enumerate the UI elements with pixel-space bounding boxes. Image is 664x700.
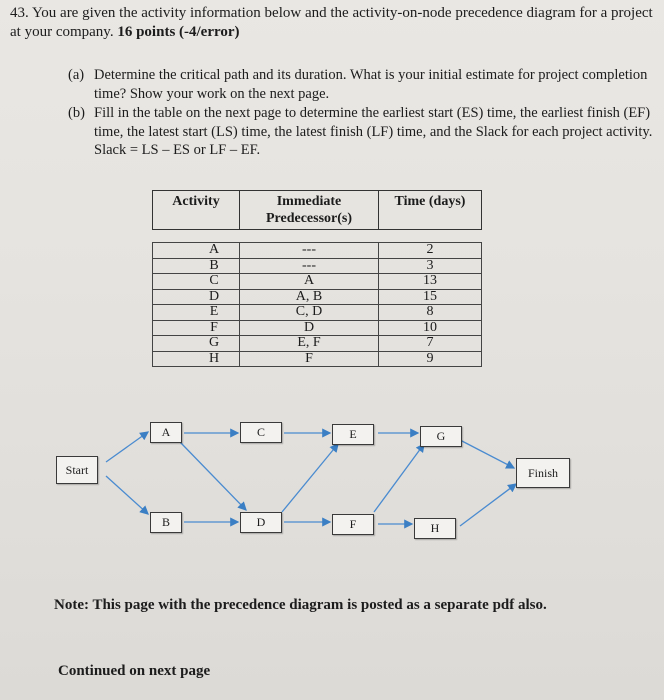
edge-g-finish xyxy=(460,440,514,468)
activity-cell: E xyxy=(153,305,240,321)
note-text: Note: This page with the precedence diagram is posted as a separate pdf also. xyxy=(54,597,547,613)
node-start: Start xyxy=(56,456,98,484)
node-e: E xyxy=(332,424,374,445)
predecessor-cell: D xyxy=(240,320,379,336)
part-text: Determine the critical path and its duration. What is your initial estimate for project completion time? Show your work on the next page. xyxy=(94,67,648,102)
time-cell: 10 xyxy=(379,320,482,336)
question-points: 16 points (-4/error) xyxy=(117,24,240,40)
node-b: B xyxy=(150,512,182,533)
header-activity: Activity xyxy=(153,191,240,230)
node-d: D xyxy=(240,512,282,533)
time-cell: 13 xyxy=(379,274,482,290)
question-number: 43. xyxy=(10,5,29,21)
edge-start-b xyxy=(106,476,148,514)
continued-text: Continued on next page xyxy=(58,663,211,679)
question-intro: You are given the activity information below and the activity-on-node precedence diagram for a project at your company. xyxy=(10,5,653,40)
predecessor-cell: --- xyxy=(240,243,379,259)
predecessor-cell: A xyxy=(240,274,379,290)
activity-cell: B xyxy=(153,258,240,274)
node-a: A xyxy=(150,422,182,443)
predecessor-cell: --- xyxy=(240,258,379,274)
time-cell: 7 xyxy=(379,336,482,352)
node-h: H xyxy=(414,518,456,539)
activity-cell: H xyxy=(153,351,240,367)
activity-cell: A xyxy=(153,243,240,259)
part-label: (a) xyxy=(68,67,85,83)
time-cell: 2 xyxy=(379,243,482,259)
header-time: Time (days) xyxy=(379,191,482,230)
edge-start-a xyxy=(106,432,148,462)
part-text: Fill in the table on the next page to determine the earliest start (ES) time, the earliest finish (EF) time, the latest start (LS) time, the latest finish (LF) time, and the Slack for each project activity. Slack = LS – ES or LF – EF. xyxy=(94,105,653,158)
time-cell: 15 xyxy=(379,289,482,305)
edge-f-g xyxy=(374,444,424,512)
node-c: C xyxy=(240,422,282,443)
activity-cell: G xyxy=(153,336,240,352)
part-label: (b) xyxy=(68,105,85,121)
edge-a-d xyxy=(180,442,246,510)
time-cell: 8 xyxy=(379,305,482,321)
node-g: G xyxy=(420,426,462,447)
predecessor-cell: C, D xyxy=(240,305,379,321)
activity-cell: C xyxy=(153,274,240,290)
edge-h-finish xyxy=(460,484,516,526)
time-cell: 9 xyxy=(379,351,482,367)
predecessor-cell: A, B xyxy=(240,289,379,305)
predecessor-cell: E, F xyxy=(240,336,379,352)
activity-cell: F xyxy=(153,320,240,336)
node-finish: Finish xyxy=(516,458,570,488)
predecessor-cell: F xyxy=(240,351,379,367)
activity-cell: D xyxy=(153,289,240,305)
time-cell: 3 xyxy=(379,258,482,274)
node-f: F xyxy=(332,514,374,535)
header-predecessors: Immediate Predecessor(s) xyxy=(240,191,379,230)
edge-d-e xyxy=(282,444,338,512)
